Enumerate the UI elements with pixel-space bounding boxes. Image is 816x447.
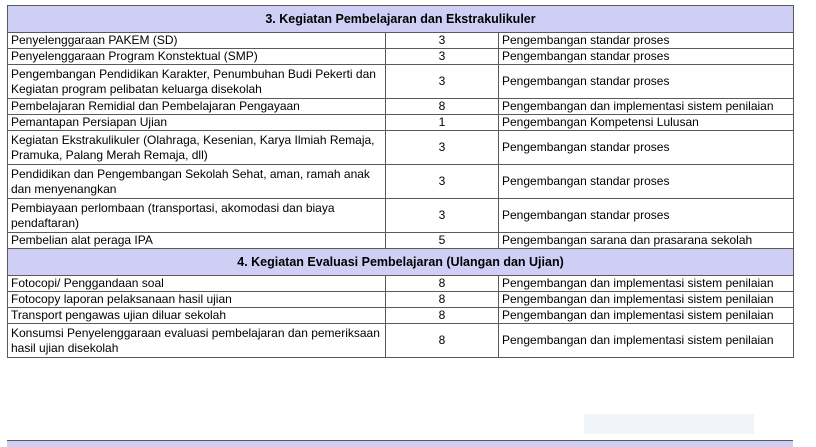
table-row: [8, 199, 794, 233]
activity-cell: Penyelenggaraan Program Konstektual (SMP): [8, 49, 386, 65]
standard-number-cell: 5: [386, 233, 499, 249]
standard-number-cell: 3: [386, 165, 499, 199]
standard-description-cell: Pengembangan dan implementasi sistem penilaian: [499, 324, 794, 358]
standard-number-cell: 8: [386, 324, 499, 358]
activity-cell: Pembelajaran Remidial dan Pembelajaran Pengayaan: [8, 99, 386, 115]
table-row: [8, 233, 794, 249]
watermark-overlay: [584, 414, 754, 434]
activity-cell: Pemantapan Persiapan Ujian: [8, 115, 386, 131]
activity-cell: Pembelian alat peraga IPA: [8, 233, 386, 249]
section-header-row: [8, 6, 794, 33]
standard-description-cell: Pengembangan dan implementasi sistem penilaian: [499, 292, 794, 308]
standard-description-cell: Pengembangan standar proses: [499, 199, 794, 233]
section-header-row: [8, 249, 794, 276]
table-row: [8, 131, 794, 165]
standard-description-cell: Pengembangan dan implementasi sistem penilaian: [499, 276, 794, 292]
activity-cell: Konsumsi Penyelenggaraan evaluasi pembelajaran dan pemeriksaan hasil ujian disekolah: [8, 324, 386, 358]
activity-cell: Pendidikan dan Pengembangan Sekolah Sehat, aman, ramah anak dan menyenangkan: [8, 165, 386, 199]
table-row: [8, 33, 794, 49]
standard-number-cell: 8: [386, 308, 499, 324]
activity-cell: Fotocopi/ Penggandaan soal: [8, 276, 386, 292]
activity-cell: Penyelenggaraan PAKEM (SD): [8, 33, 386, 49]
standard-number-cell: 8: [386, 276, 499, 292]
standard-description-cell: Pengembangan sarana dan prasarana sekolah: [499, 233, 794, 249]
activity-cell: Pengembangan Pendidikan Karakter, Penumbuhan Budi Pekerti dan Kegiatan program pelibatan keluarga disekolah: [8, 65, 386, 99]
table-row: [8, 308, 794, 324]
table-row: [8, 99, 794, 115]
table-row: [8, 115, 794, 131]
section-title: 4. Kegiatan Evaluasi Pembelajaran (Ulangan dan Ujian): [8, 249, 794, 276]
standard-number-cell: 3: [386, 65, 499, 99]
table-row: [8, 65, 794, 99]
standard-number-cell: 1: [386, 115, 499, 131]
standard-description-cell: Pengembangan standar proses: [499, 165, 794, 199]
standard-description-cell: Pengembangan standar proses: [499, 49, 794, 65]
standard-description-cell: Pengembangan standar proses: [499, 131, 794, 165]
standard-number-cell: 3: [386, 49, 499, 65]
table-row: [8, 292, 794, 308]
table-row: [8, 276, 794, 292]
standard-number-cell: 8: [386, 99, 499, 115]
standard-description-cell: Pengembangan standar proses: [499, 33, 794, 49]
activity-cell: Pembiayaan perlombaan (transportasi, akomodasi dan biaya pendaftaran): [8, 199, 386, 233]
standard-number-cell: 3: [386, 199, 499, 233]
standard-description-cell: Pengembangan dan implementasi sistem penilaian: [499, 99, 794, 115]
table-row: [8, 49, 794, 65]
budget-activity-table: [7, 5, 794, 358]
table-row: [8, 165, 794, 199]
standard-description-cell: Pengembangan Kompetensi Lulusan: [499, 115, 794, 131]
standard-number-cell: 3: [386, 33, 499, 49]
activity-cell: Kegiatan Ekstrakulikuler (Olahraga, Kesenian, Karya Ilmiah Remaja, Pramuka, Palang Merah Remaja, dll): [8, 131, 386, 165]
standard-description-cell: Pengembangan dan implementasi sistem penilaian: [499, 308, 794, 324]
standard-description-cell: Pengembangan standar proses: [499, 65, 794, 99]
activity-cell: Fotocopy laporan pelaksanaan hasil ujian: [8, 292, 386, 308]
activity-cell: Transport pengawas ujian diluar sekolah: [8, 308, 386, 324]
standard-number-cell: 3: [386, 131, 499, 165]
standard-number-cell: 8: [386, 292, 499, 308]
section-title: 3. Kegiatan Pembelajaran dan Ekstrakulikuler: [8, 6, 794, 33]
table-row: [8, 324, 794, 358]
